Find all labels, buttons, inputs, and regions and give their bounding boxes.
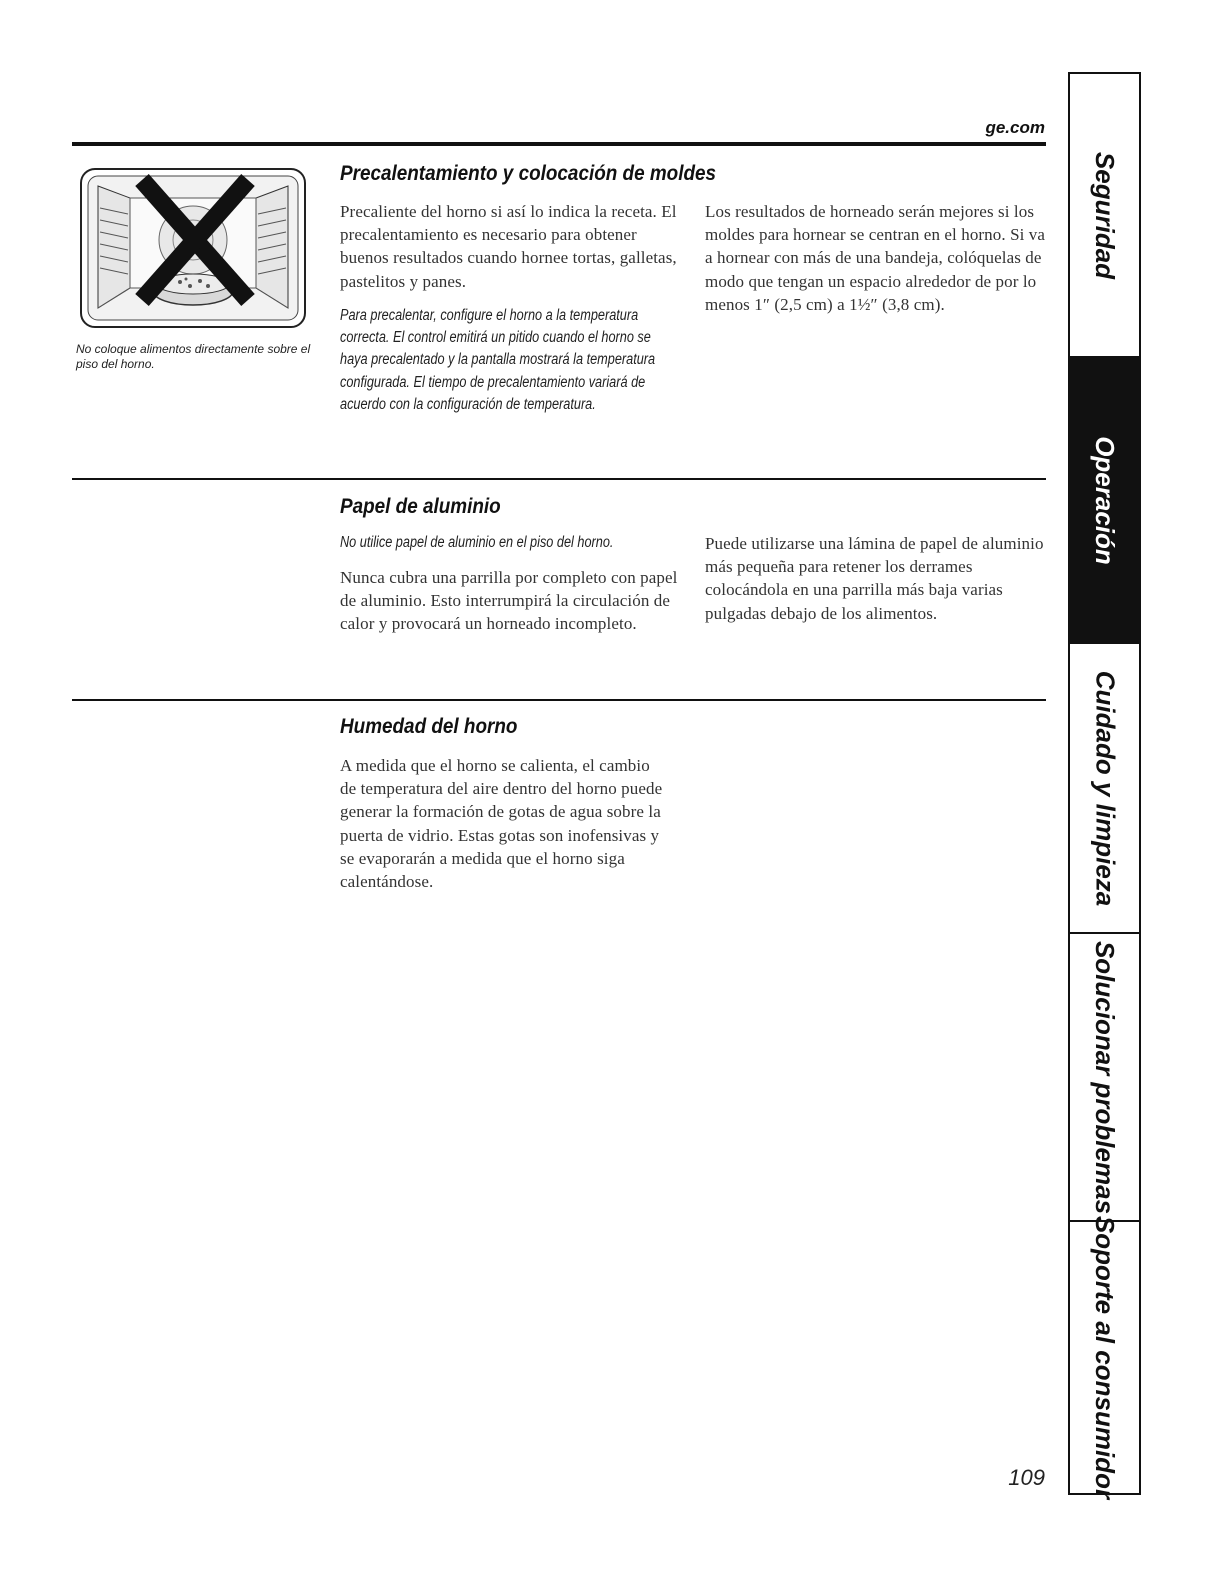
tab-soporte-al-consumidor[interactable]: Soporte al consumidor: [1090, 1215, 1120, 1500]
oven-no-food-on-floor-illustration: [80, 168, 306, 328]
section-note: No utilice papel de aluminio en el piso del horno.: [340, 534, 614, 551]
section-tabs: [1068, 72, 1141, 1500]
section-body: Nunca cubra una parrilla por completo con papel de aluminio. Esto interrumpirá la circulación de calor y provocará un horneado incompleto.: [340, 568, 678, 634]
tab-solucionar-problemas[interactable]: Solucionar problemas: [1090, 940, 1121, 1214]
page-number: 109: [1008, 1465, 1045, 1490]
section-divider: [72, 478, 1046, 480]
section-body: A medida que el horno se calienta, el cambio de temperatura del aire dentro del horno puede generar la formación de gotas de agua sobre la puerta de vidrio. Estas gotas son inofensivas y se evaporarán a medida que el horno siga calentándose.: [340, 756, 663, 892]
tab-cuidado-y-limpieza[interactable]: Cuidado y limpieza: [1090, 670, 1120, 906]
section-title: Precalentamiento y colocación de moldes: [340, 162, 717, 185]
tab-seguridad[interactable]: Seguridad: [1090, 151, 1121, 279]
section-title: Humedad del horno: [340, 715, 518, 738]
site-url: ge.com: [985, 118, 1045, 137]
section-body: Precaliente del horno si así lo indica la receta. El precalentamiento es necesario para obtener buenos resultados cuando hornee tortas, galletas, pastelitos y panes.: [340, 202, 677, 291]
section-body-right: Los resultados de horneado serán mejores si los moldes para hornear se centran en el horno. Si va a hornear con más de una bandeja, colóquelas de modo que tengan un espacio alrededor de por lo menos 1″ (2,5 cm) a 1½″ (3,8 cm).: [705, 202, 1046, 314]
section-divider: [72, 699, 1046, 701]
tab-operacion[interactable]: Operación: [1070, 356, 1139, 644]
section-body-right: Puede utilizarse una lámina de papel de aluminio más pequeña para retener los derrames colocándola en una parrilla más baja varias pulgadas debajo de los alimentos.: [705, 534, 1044, 623]
figure-caption: No coloque alimentos directamente sobre el piso del horno.: [76, 342, 311, 371]
section-note: Para precalentar, configure el horno a la temperatura correcta. El control emitirá un pitido cuando el horno se haya precalentado y la pantalla mostrará la temperatura configurada. El tiempo de precalentamiento variará de acuerdo con la configuración de temperatura.: [340, 307, 656, 413]
section-title: Papel de aluminio: [340, 495, 501, 518]
top-divider: [72, 142, 1046, 146]
